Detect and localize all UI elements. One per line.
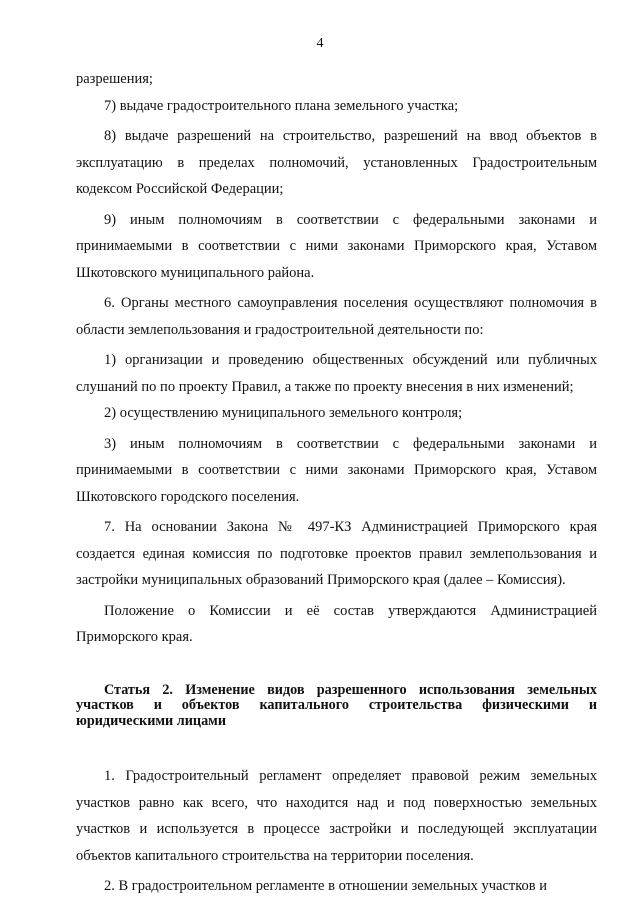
paragraph-subitem-3: 3) иным полномочиям в соответствии с федеральными законами и принимаемыми в соответствии с ними законами Приморского края, Уставом Шкотовского городского поселения. bbox=[76, 435, 597, 505]
paragraph-section-7: 7. На основании Закона № 497-КЗ Администрацией Приморского края создается единая комиссия по подготовке проектов правил землепользования и застройки муниципальных образований Приморского края (далее – Комиссия). bbox=[76, 519, 597, 588]
continuation-text: разрешения; bbox=[76, 71, 153, 87]
page-number: 4 bbox=[316, 36, 324, 51]
document-body bbox=[76, 66, 597, 900]
paragraph-section-6: 6. Органы местного самоуправления поселения осуществляют полномочия в области землепользования и градостроительной деятельности по: bbox=[76, 295, 597, 338]
paragraph-commission: Положение о Комиссии и её состав утверждаются Администрацией Приморского края. bbox=[76, 602, 597, 645]
paragraph-item-9: 9) иным полномочиям в соответствии с федеральными законами и принимаемыми в соответствии с ними законами Приморского края, Уставом Шкотовского муниципального района. bbox=[76, 211, 597, 281]
paragraph-item-8: 8) выдаче разрешений на строительство, разрешений на ввод объектов в эксплуатацию в пределах полномочий, установленных Градостроительным кодексом Российской Федерации; bbox=[76, 128, 597, 197]
paragraph-subitem-1: 1) организации и проведению общественных обсуждений или публичных слушаний по по проекту Правил, а также по проекту внесения в них изменений; bbox=[76, 352, 597, 395]
article-heading: Статья 2. Изменение видов разрешенного использования земельных участков и объектов капитального строительства физическими и юридическими лицами bbox=[76, 681, 597, 729]
paragraph-item-7: 7) выдаче градостроительного плана земельного участка; bbox=[104, 97, 459, 114]
paragraph-article-2-item-2: 2. В градостроительном регламенте в отношении земельных участков и bbox=[104, 878, 548, 894]
paragraph-article-2-item-1: 1. Градостроительный регламент определяет правовой режим земельных участков равно как всего, что находится над и под поверхностью земельных участков и используется в процессе застройки и последующей эксплуатации объектов капитального строительства на территории поселения. bbox=[76, 768, 597, 864]
paragraph-subitem-2: 2) осуществлению муниципального земельного контроля; bbox=[104, 405, 463, 421]
